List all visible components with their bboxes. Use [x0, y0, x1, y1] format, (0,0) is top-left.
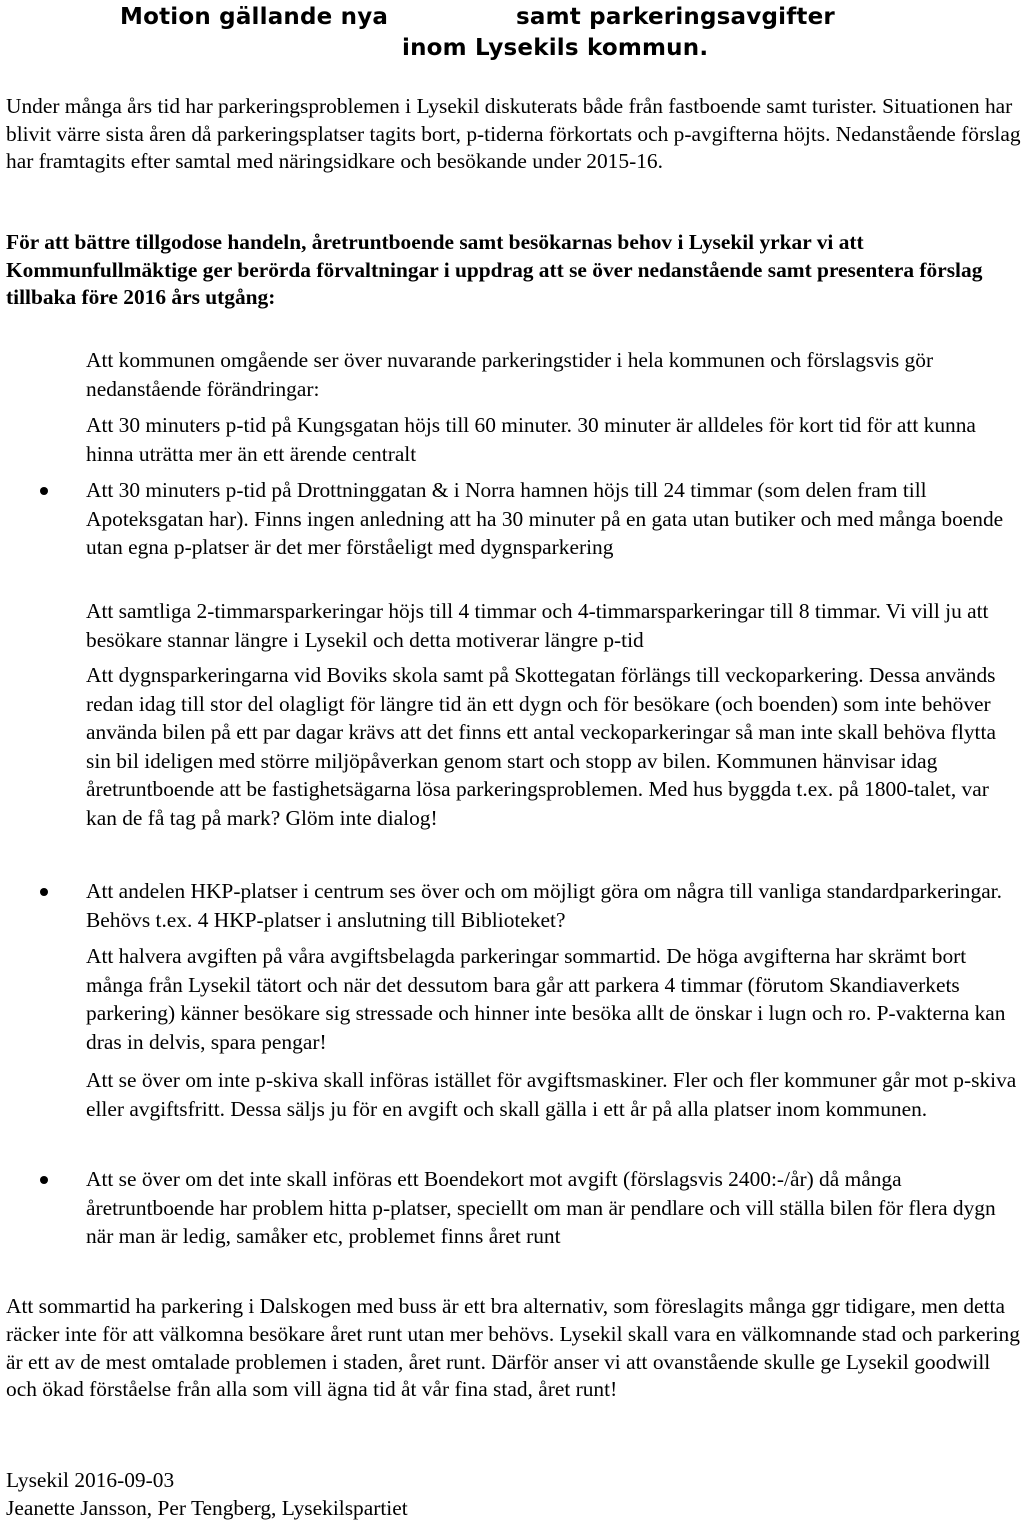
list-item: Att se över om det inte skall införas ett Boendekort mot avgift (förslagsvis 2400:-/år) då många åretruntboende har problem hitta p-platser, speciellt om man är pendlare och vill ställa bilen för flera dygn när man är ledig, samåker etc, problemet finns året runt — [86, 1167, 996, 1248]
document-title — [0, 0, 1024, 64]
list-item: Att 30 minuters p-tid på Kungsgatan höjs till 60 minuter. 30 minuter är alldeles för kort tid för att kunna hinna uträtta mer än ett ärende centralt — [86, 413, 976, 466]
list-item: Att halvera avgiften på våra avgiftsbelagda parkeringar sommartid. De höga avgifterna har skrämt bort många från Lysekil tätort och när det dessutom bara går att parkera 4 timmar (förutom Skandiaverkets parkering) känner besökare sig stressade och hinner inte besöka allt de önskar i lugn och ro. P-vakterna kan dras in delvis, spara pengar! — [86, 944, 1006, 1054]
title-line1-right: samt parkeringsavgifter — [516, 4, 835, 30]
bullet-icon — [38, 885, 52, 899]
title-line2: inom Lysekils kommun. — [402, 35, 709, 61]
intro-paragraph: Under många års tid har parkeringsproblemen i Lysekil diskuterats både från fastboende samt turister. Situationen har blivit värre sista åren då parkeringsplatser tagits bort, p-tiderna förkortats och p-avgifterna höjts. Nedanstående förslag har framtagits efter samtal med näringsidkare och besökande under 2015-16. — [6, 94, 1021, 173]
list-item: Att andelen HKP-platser i centrum ses över och om möjligt göra om några till vanliga standardparkeringar. Behövs t.ex. 4 HKP-platser i anslutning till Biblioteket? — [86, 879, 1002, 932]
list-item: Att samtliga 2-timmarsparkeringar höjs till 4 timmar och 4-timmarsparkeringar till 8 timmar. Vi vill ju att besökare stannar längre i Lysekil och detta motiverar längre p-tid — [86, 599, 989, 652]
signatories: Jeanette Jansson, Per Tengberg, Lysekilspartiet — [6, 1496, 408, 1520]
list-item: Att dygnsparkeringarna vid Boviks skola samt på Skottegatan förlängs till veckoparkering. Dessa används redan idag till stor del olagligt för längre tid än ett dygn och för besökare (och boenden) som inte behöver använda bilen på ett par dagar krävs att det finns ett antal veckoparkeringar så man inte skall behöva flytta sin bil ideligen med större miljöpåverkan genom start och stopp av bilen. Kommunen hänvisar idag åretruntboende att be fastighetsägarna lösa parkeringsproblemen. Med hus byggda t.ex. på 1800-talet, var kan de få tag på mark? Glöm inte dialog! — [86, 663, 996, 830]
bullet-icon — [38, 484, 52, 498]
demand-paragraph: För att bättre tillgodose handeln, åretruntboende samt besökarnas behov i Lysekil yrkar vi att Kommunfullmäktige ger berörda förvaltningar i uppdrag att se över nedanstående samt presentera förslag tillbaka före 2016 års utgång: — [6, 230, 983, 309]
list-item: Att 30 minuters p-tid på Drottninggatan & i Norra hamnen höjs till 24 timmar (som delen fram till Apoteksgatan har). Finns ingen anledning att ha 30 minuter på en gata utan butiker och med många boende utan egna p-platser är det mer förståeligt med dygnsparkering — [86, 478, 1004, 559]
place-date: Lysekil 2016-09-03 — [6, 1468, 175, 1492]
bullet-icon — [38, 1173, 52, 1187]
closing-paragraph: Att sommartid ha parkering i Dalskogen med buss är ett bra alternativ, som föreslagits många ggr tidigare, men detta räcker inte för att välkomna besökare året runt utan mer behövs. Lysekil skall vara en välkomnande stad och parkering är ett av de mest omtalade problemen i staden, året runt. Därför anser vi att ovanstående skulle ge Lysekil goodwill och ökad förståelse från alla som vill ägna tid åt vår fina stad, året runt! — [6, 1294, 1020, 1402]
list-item: Att kommunen omgående ser över nuvarande parkeringstider i hela kommunen och förslagsvis gör nedanstående förändringar: — [86, 348, 934, 401]
title-line1-left: Motion gällande nya — [120, 4, 389, 30]
list-item: Att se över om inte p-skiva skall införas istället för avgiftsmaskiner. Fler och fler kommuner går mot p-skiva eller avgiftsfritt. Dessa säljs ju för en avgift och skall gälla i ett år på alla platser inom kommunen. — [86, 1068, 1017, 1121]
